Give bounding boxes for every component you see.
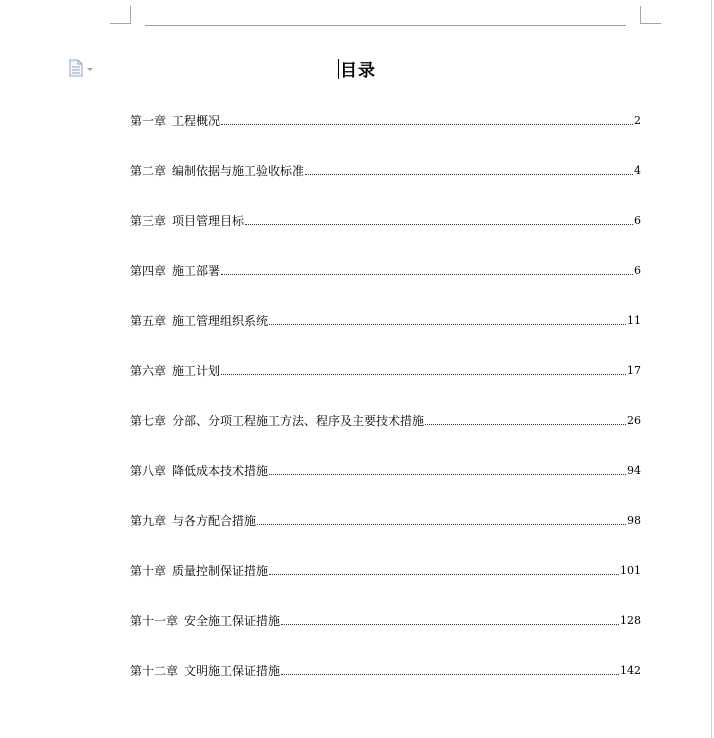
toc-leader: [425, 423, 626, 425]
toc-leader: [269, 473, 626, 475]
toc-leader: [221, 373, 626, 375]
document-title: 目录: [340, 61, 376, 81]
toc-entry[interactable]: [130, 608, 641, 628]
toc-title: 与各方配合措施: [172, 514, 257, 528]
toc-title: 编制依据与施工验收标准: [172, 164, 305, 178]
toc-chapter: 第二章: [130, 164, 167, 178]
toc-page-number: 98: [627, 514, 641, 527]
toc-leader: [281, 673, 619, 675]
toc-page-number: 26: [627, 414, 641, 427]
toc-entry[interactable]: [130, 358, 641, 378]
toc-entry[interactable]: [130, 258, 641, 278]
toc-entry[interactable]: [130, 658, 641, 678]
toc-page-number: 142: [620, 664, 641, 677]
toc-chapter: 第五章: [130, 314, 167, 328]
toc-chapter: 第十一章: [130, 614, 179, 628]
toc-entry[interactable]: [130, 108, 641, 128]
toc-entry[interactable]: [130, 208, 641, 228]
toc-chapter: 第四章: [130, 264, 167, 278]
toc-chapter: 第一章: [130, 114, 167, 128]
crop-mark-top-left-horizontal: [110, 23, 131, 24]
toc-entry[interactable]: [130, 558, 641, 578]
toc-chapter: 第六章: [130, 364, 167, 378]
toc-page-number: 11: [627, 314, 641, 327]
toc-entry[interactable]: [130, 408, 641, 428]
toc-leader: [269, 573, 619, 575]
crop-mark-top-right-horizontal: [640, 23, 661, 24]
toc-page-number: 128: [620, 614, 641, 627]
toc-chapter: 第八章: [130, 464, 167, 478]
toc-chapter: 第七章: [130, 414, 167, 428]
crop-mark-top-left-vertical: [130, 6, 131, 23]
toc-entry[interactable]: [130, 308, 641, 328]
toc-leader: [257, 523, 626, 525]
toc-title: 工程概况: [172, 114, 221, 128]
toc-leader: [281, 623, 619, 625]
toc-title: 分部、分项工程施工方法、程序及主要技术措施: [172, 414, 425, 428]
toc-leader: [221, 123, 633, 125]
header-line: [145, 25, 626, 26]
toc-page-number: 6: [634, 264, 641, 277]
text-cursor: [338, 59, 339, 79]
toc-title: 降低成本技术措施: [172, 464, 269, 478]
toc-title: 项目管理目标: [172, 214, 245, 228]
toc-leader: [221, 273, 633, 275]
title-area: [0, 56, 714, 81]
toc-page-number: 17: [627, 364, 641, 377]
toc-entry[interactable]: [130, 508, 641, 528]
toc-entry[interactable]: [130, 458, 641, 478]
toc-leader: [305, 173, 633, 175]
crop-mark-top-right-vertical: [640, 6, 641, 23]
toc-title: 施工部署: [172, 264, 221, 278]
toc-chapter: 第十章: [130, 564, 167, 578]
toc-leader: [269, 323, 626, 325]
toc-title: 质量控制保证措施: [172, 564, 269, 578]
toc-page-number: 101: [620, 564, 641, 577]
toc-title: 施工管理组织系统: [172, 314, 269, 328]
toc-title: 文明施工保证措施: [184, 664, 281, 678]
toc-title: 施工计划: [172, 364, 221, 378]
toc-entry[interactable]: [130, 158, 641, 178]
toc-page-number: 6: [634, 214, 641, 227]
toc-title: 安全施工保证措施: [184, 614, 281, 628]
toc-page-number: 4: [634, 164, 641, 177]
toc-leader: [245, 223, 633, 225]
toc-chapter: 第十二章: [130, 664, 179, 678]
toc-page-number: 94: [627, 464, 641, 477]
page-edge: [711, 0, 712, 738]
toc-chapter: 第九章: [130, 514, 167, 528]
toc-page-number: 2: [634, 114, 641, 127]
toc-chapter: 第三章: [130, 214, 167, 228]
